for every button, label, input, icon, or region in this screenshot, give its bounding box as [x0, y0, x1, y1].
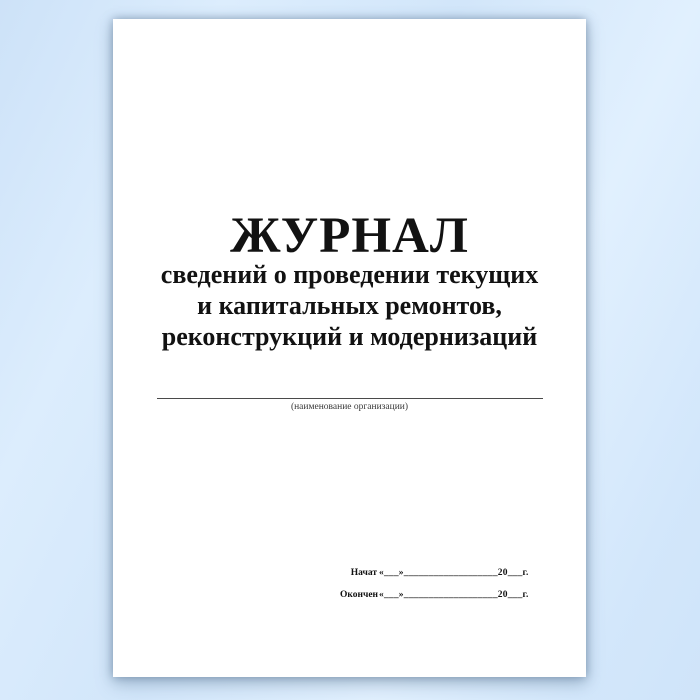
end-date-blank-value: «___»___________________20___г. — [379, 590, 529, 600]
organization-name-blank-line — [157, 398, 543, 399]
end-date-row — [340, 589, 529, 601]
journal-subtitle — [113, 259, 586, 352]
start-date-blank-value: «___»___________________20___г. — [379, 568, 529, 578]
subtitle-line-2: и капитальных ремонтов, — [197, 291, 502, 320]
start-date-label: Начат — [350, 568, 377, 578]
subtitle-line-1: сведений о проведении текущих — [160, 260, 539, 289]
subtitle-line-3: реконструкций и модернизаций — [161, 322, 538, 351]
organization-caption: (наименование организации) — [290, 402, 409, 412]
journal-title: ЖУРНАЛ — [230, 208, 469, 264]
journal-cover-page — [113, 19, 586, 677]
start-date-row — [340, 567, 529, 579]
end-date-label: Окончен — [340, 590, 379, 600]
date-fields-block — [340, 567, 529, 611]
